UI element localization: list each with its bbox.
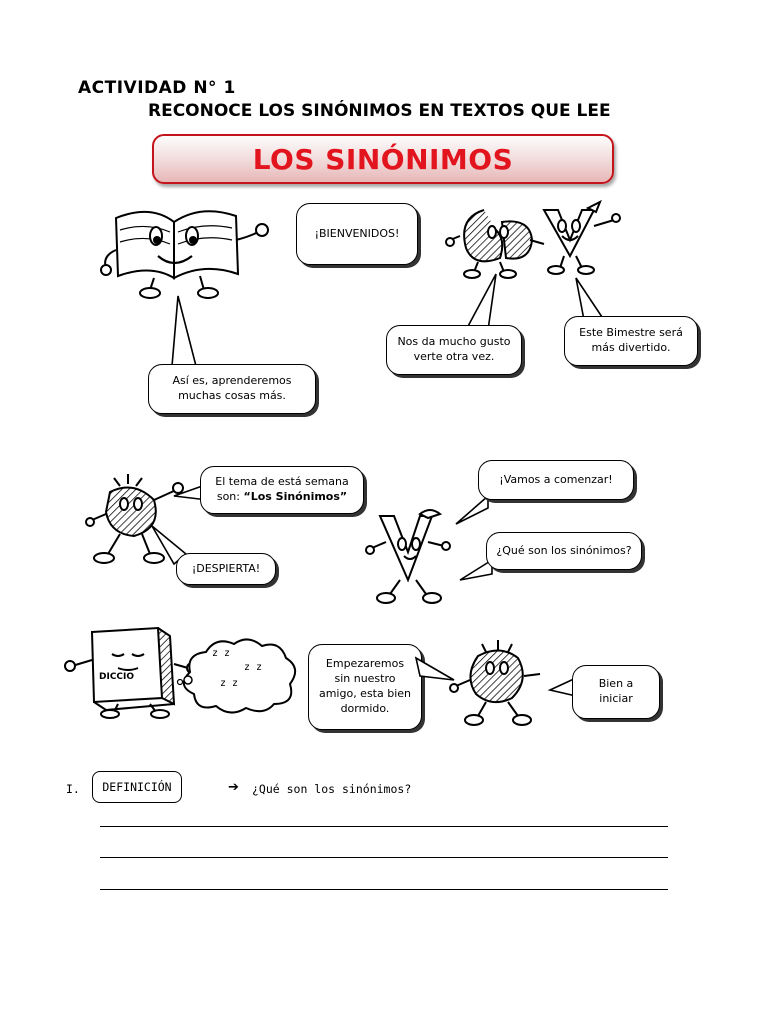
bubble-text-line2 <box>217 490 347 505</box>
arrow-icon: ➔ <box>228 780 239 795</box>
bubble-text: ¡Vamos a comenzar! <box>499 472 613 486</box>
speech-bubble-tema <box>200 466 364 514</box>
activity-subtitle: RECONOCE LOS SINÓNIMOS EN TEXTOS QUE LEE <box>148 101 611 121</box>
speech-bubble-despierta <box>176 553 276 585</box>
answer-line-1 <box>100 826 668 827</box>
bubble-text-prefix: son: <box>216 490 244 503</box>
banner-title: LOS SINÓNIMOS <box>252 142 514 176</box>
definition-label: DEFINICIÓN <box>102 780 172 794</box>
speech-bubble-bien <box>572 665 660 719</box>
v-character-illustration <box>366 508 466 608</box>
bubble-text: ¿Qué son los sinónimos? <box>496 543 632 557</box>
dream-z-3: z z <box>220 678 239 689</box>
definition-label-box <box>92 771 182 803</box>
bubble-text: Empezaremos sin nuestro amigo, esta bien dormido. <box>318 657 412 715</box>
speech-bubble-bimestre <box>564 316 698 366</box>
answer-line-2 <box>100 857 668 858</box>
title-banner <box>152 134 614 184</box>
bubble-text: Este Bimestre será más divertido. <box>579 326 683 354</box>
section-number: I. <box>66 782 80 796</box>
dream-z-2: z z <box>244 662 263 673</box>
book-label: DICCIO <box>99 672 135 682</box>
bubble-text: ¡DESPIERTA! <box>191 561 261 575</box>
answer-line-3 <box>100 889 668 890</box>
letters-characters-illustration <box>444 196 634 286</box>
bubble-text: Nos da mucho gusto verte otra vez. <box>397 335 511 363</box>
bubble-text: ¡BIENVENIDOS! <box>314 226 400 240</box>
activity-title: ACTIVIDAD N° 1 <box>78 78 236 98</box>
speech-bubble-que-son <box>486 532 642 570</box>
speech-bubble-vamos <box>478 460 634 500</box>
speech-bubble-bienvenidos <box>296 203 418 265</box>
speech-bubble-nos-da <box>386 325 522 375</box>
speech-bubble-asi-es <box>148 364 316 414</box>
dream-z-1: z z <box>212 648 231 659</box>
definition-question: ¿Qué son los sinónimos? <box>252 782 412 796</box>
bubble-text: Así es, aprenderemos muchas cosas más. <box>172 374 292 402</box>
bubble-text: Bien a iniciar <box>598 677 634 705</box>
dream-cloud <box>176 634 302 716</box>
book-character-illustration <box>96 200 276 310</box>
bubble-text: El tema de está semana <box>215 475 349 489</box>
o-character-illustration <box>448 636 548 730</box>
bubble-text-bold: “Los Sinónimos” <box>243 490 348 503</box>
speech-bubble-empezaremos <box>308 644 422 730</box>
